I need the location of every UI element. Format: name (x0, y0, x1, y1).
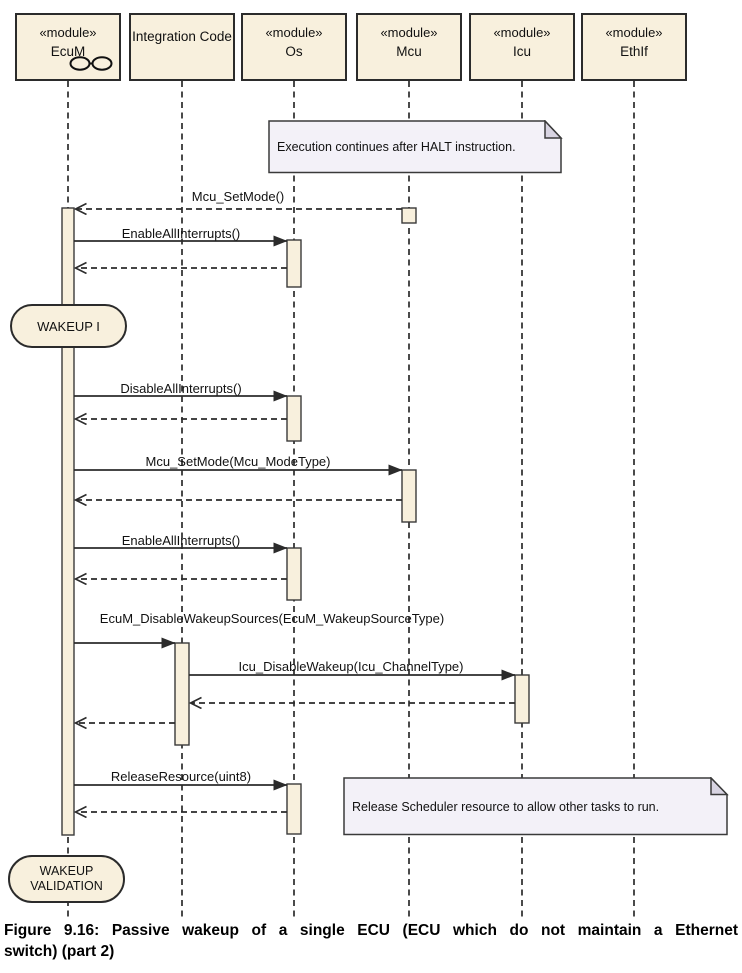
note-text: Release Scheduler resource to allow other tasks to run. (352, 799, 660, 814)
activation-bars (62, 208, 529, 835)
participant-name: Os (285, 44, 303, 59)
activation-mcu-1 (402, 208, 416, 223)
state-wakeup-validation: WAKEUP VALIDATION (8, 855, 125, 903)
message-label-mcu-setmode-modetype: Mcu_SetMode(Mcu_ModeType) (145, 454, 331, 469)
participant-mcu (356, 13, 462, 81)
activation-icu (515, 675, 529, 723)
participant-os (241, 13, 347, 81)
participant-integration-code (129, 13, 235, 81)
activation-os-2 (287, 396, 301, 441)
participant-name: EcuM (50, 44, 86, 59)
figure-caption-line-2: switch) (part 2) (4, 943, 115, 960)
message-label-disableallinterrupts: DisableAllInterrupts() (120, 381, 242, 396)
activation-os-4 (287, 784, 301, 834)
participant-stereotype: «module» (380, 25, 438, 40)
note-fold-corner (711, 778, 727, 795)
participant-name: Mcu (396, 44, 422, 59)
note-fold-corner (545, 121, 561, 138)
message-label-mcu-setmode: Mcu_SetMode() (191, 189, 285, 204)
participant-stereotype: «module» (605, 25, 663, 40)
participant-icu (469, 13, 575, 81)
message-label-enableallinterrupts-2: EnableAllInterrupts() (121, 533, 241, 548)
activation-os-3 (287, 548, 301, 600)
note-halt-instruction (268, 120, 563, 174)
activation-os-1 (287, 240, 301, 287)
figure-caption-line-1: Figure 9.16: Passive wakeup of a single ECU (ECU which do not maintain a Ethernet (4, 922, 738, 939)
message-label-icu-disablewakeup: Icu_DisableWakeup(Icu_ChannelType) (238, 659, 464, 674)
linked-circles-icon (69, 55, 113, 72)
message-label-releaseresource: ReleaseResource(uint8) (110, 769, 252, 784)
participant-name: EthIf (620, 44, 648, 59)
participant-stereotype: «module» (493, 25, 551, 40)
activation-mcu-2 (402, 470, 416, 522)
figure-caption (4, 920, 738, 962)
message-label-ecum-disablewakeupsources: EcuM_DisableWakeupSources(EcuM_WakeupSourceType) (99, 611, 445, 626)
participant-name: Icu (512, 44, 531, 59)
participant-ethif (581, 13, 687, 81)
participant-stereotype: «module» (265, 25, 323, 40)
state-wakeup-i: WAKEUP I (10, 304, 127, 348)
activation-ecum (62, 208, 74, 835)
message-label-enableallinterrupts-1: EnableAllInterrupts() (121, 226, 241, 241)
activation-integration-code (175, 643, 189, 745)
participant-name: Integration Code (132, 29, 232, 44)
participant-ecum (15, 13, 121, 81)
note-text: Execution continues after HALT instruction. (277, 140, 516, 154)
note-release-scheduler (343, 777, 729, 836)
participant-stereotype: «module» (39, 25, 97, 40)
